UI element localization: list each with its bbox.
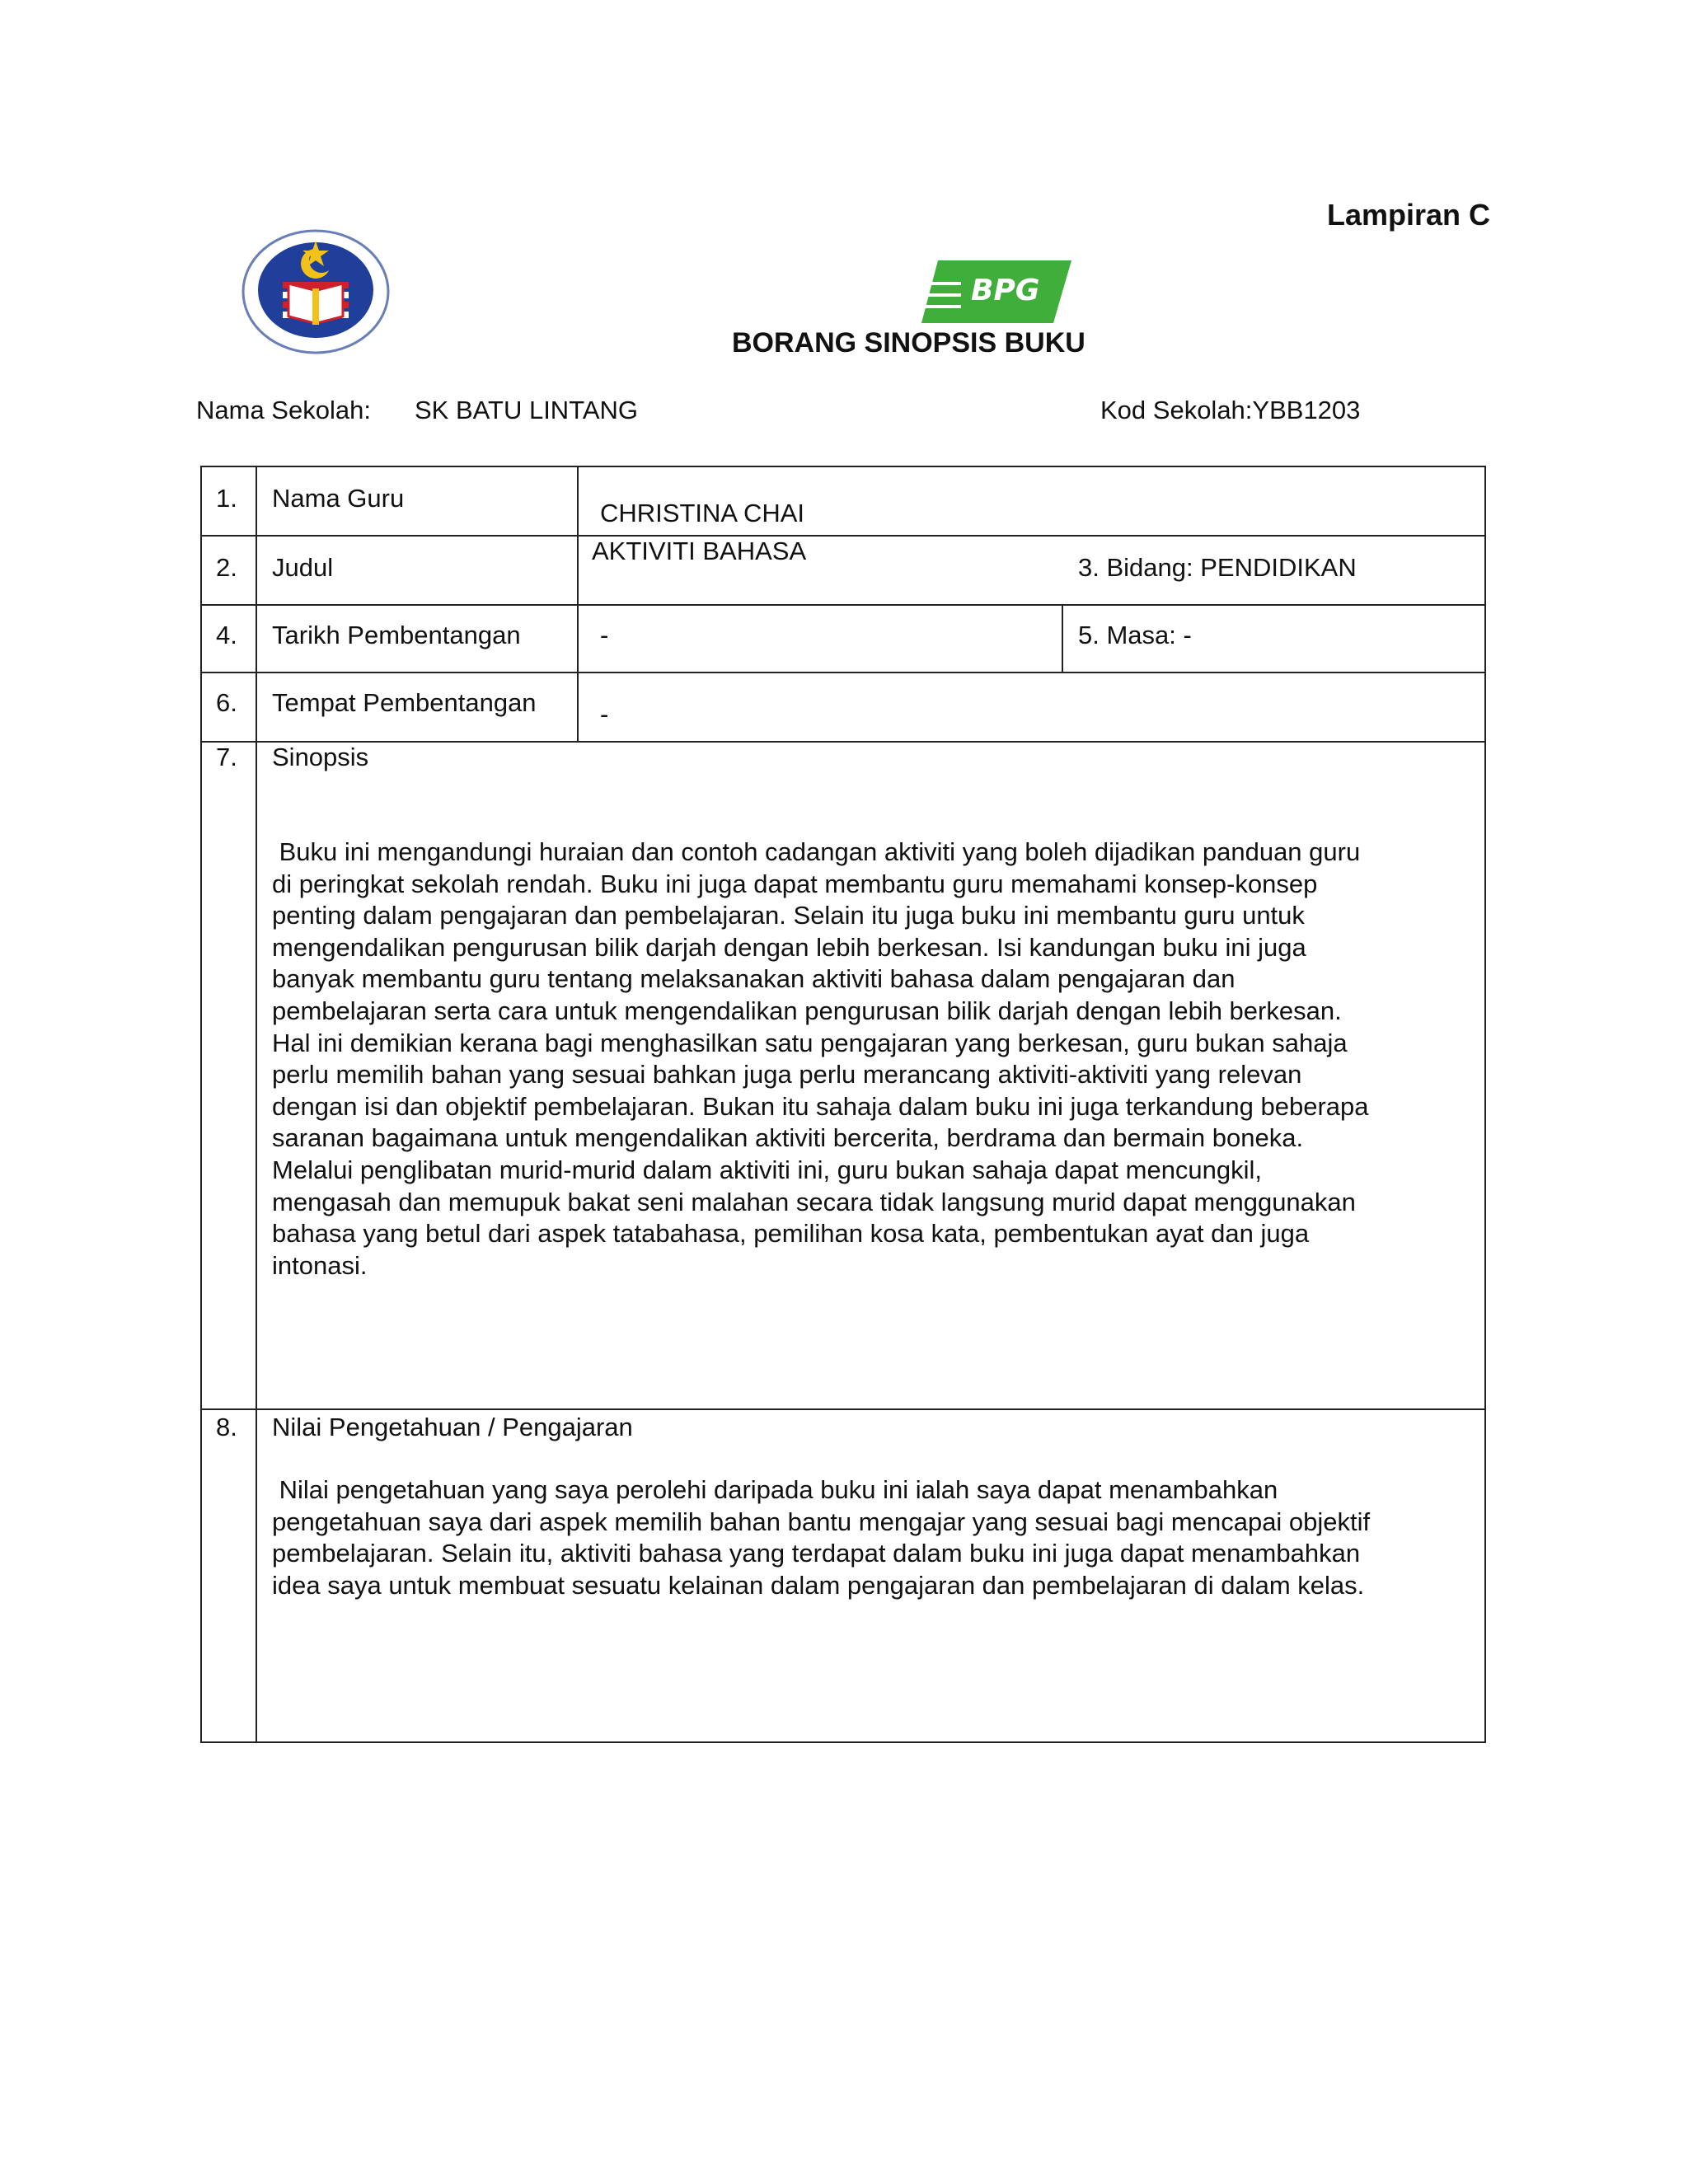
school-name-value: SK BATU LINTANG — [415, 396, 639, 424]
synopsis-label: Sinopsis — [272, 743, 369, 771]
title-value: AKTIVITI BAHASA — [592, 537, 807, 565]
school-code: Kod Sekolah:YBB1203 — [1100, 396, 1361, 424]
row-number: 2. — [216, 553, 237, 582]
school-name-label: Nama Sekolah: — [196, 396, 371, 424]
presentation-date-value: - — [600, 621, 609, 649]
knowledge-value-label: Nilai Pengetahuan / Pengajaran — [272, 1413, 633, 1441]
teacher-name-value: CHRISTINA CHAI — [600, 499, 805, 527]
row-number: 8. — [216, 1413, 237, 1441]
presentation-place-label: Tempat Pembentangan — [272, 688, 537, 717]
ministry-crest-logo — [237, 224, 394, 360]
row-number: 6. — [216, 688, 237, 717]
synopsis-text: Buku ini mengandungi huraian dan contoh cadangan aktiviti yang boleh dijadikan panduan guru di peringkat sekolah rendah. Buku ini juga dapat membantu guru memahami konsep-konsep penting dalam pengajaran dan pembelajaran. Selain itu juga buku ini membantu guru untuk mengendalikan pengurusan bilik darjah dengan lebih berkesan. Isi kandungan buku ini juga banyak membantu guru tentang melaksanakan aktiviti bahasa dalam pengajaran dan pembelajaran serta cara untuk mengendalikan pengurusan bilik darjah dengan lebih berkesan. Hal ini demikian kerana bagi menghasilkan satu pengajaran yang berkesan, guru bukan sahaja perlu memilih bahan yang sesuai bahkan juga perlu merancang aktiviti-aktiviti yang relevan dengan isi dan objektif pembelajaran. Bukan itu sahaja dalam buku ini juga terkandung beberapa saranan bagaimana untuk mengendalikan aktiviti bercerita, berdrama dan bermain boneka. Melalui penglibatan murid-murid dalam aktiviti ini, guru bukan sahaja dapat mencungkil, mengasah dan memupuk bakat seni malahan secara tidak langsung murid dapat menggunakan bahasa yang betul dari aspek tatabahasa, pemilihan kosa kata, pembentukan ayat dan juga intonasi. — [272, 837, 1369, 1280]
title-label: Judul — [272, 553, 334, 582]
synopsis-form-table — [200, 466, 1486, 1743]
row-number: 1. — [216, 484, 237, 513]
presentation-place-value: - — [600, 700, 609, 729]
presentation-date-label: Tarikh Pembentangan — [272, 621, 521, 649]
field-bidang: 3. Bidang: PENDIDIKAN — [1078, 553, 1357, 582]
knowledge-value-text: Nilai pengetahuan yang saya perolehi daripada buku ini ialah saya dapat menambahkan pengetahuan saya dari aspek memilih bahan bantu mengajar yang sesuai bagi mencapai objektif pembelajaran. Selain itu, aktiviti bahasa yang terdapat dalam buku ini juga dapat menambahkan idea saya untuk membuat sesuatu kelainan dalam pengajaran dan pembelajaran di dalam kelas. — [272, 1475, 1371, 1600]
field-masa: 5. Masa: - — [1078, 621, 1192, 649]
lampiran-label: Lampiran C — [1327, 198, 1491, 232]
teacher-name-label: Nama Guru — [272, 484, 405, 513]
form-title: BORANG SINOPSIS BUKU — [732, 327, 1085, 359]
row-number: 7. — [216, 743, 237, 771]
row-number: 4. — [216, 621, 237, 649]
svg-text:BPG: BPG — [971, 274, 1040, 307]
bpg-logo — [921, 254, 1071, 330]
